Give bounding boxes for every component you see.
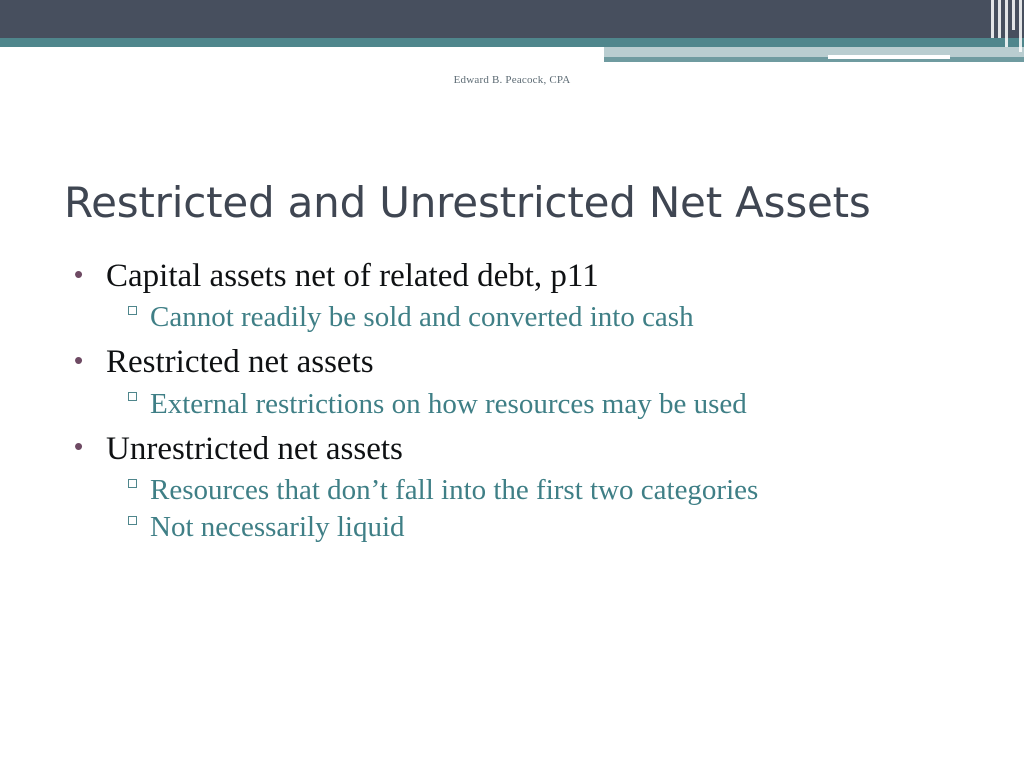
sub-bullet-label: Not necessarily liquid xyxy=(150,511,405,544)
square-bullet-icon xyxy=(128,392,137,401)
bullet-dot-icon: • xyxy=(74,431,84,462)
list-item xyxy=(106,299,970,336)
header-thin-accent xyxy=(604,57,1024,62)
author-credit: Edward B. Peacock, CPA xyxy=(453,74,571,86)
list-item xyxy=(106,472,970,509)
header-white-cutout xyxy=(0,47,604,57)
header-tick-2 xyxy=(998,0,1001,38)
sub-bullet-list xyxy=(106,472,970,546)
list-item xyxy=(60,429,970,546)
list-item xyxy=(60,256,970,336)
sub-bullet-list xyxy=(106,299,970,336)
slide-body xyxy=(60,256,970,552)
square-bullet-icon xyxy=(128,306,137,315)
list-item xyxy=(60,342,970,422)
header-tick-3 xyxy=(1005,0,1008,47)
bullet-dot-icon: • xyxy=(74,258,84,289)
header-white-segment xyxy=(828,55,950,59)
page-title: Restricted and Unrestricted Net Assets xyxy=(64,178,871,228)
header-tick-1 xyxy=(991,0,994,38)
sub-bullet-label: Cannot readily be sold and converted into cash xyxy=(150,301,694,334)
bullet-list xyxy=(60,256,970,546)
list-item xyxy=(106,386,970,423)
bullet-label: Restricted net assets xyxy=(106,344,374,381)
bullet-label: Capital assets net of related debt, p11 xyxy=(106,258,599,294)
bullet-label: Unrestricted net assets xyxy=(106,430,403,467)
sub-bullet-list xyxy=(106,386,970,423)
square-bullet-icon xyxy=(128,516,137,525)
bullet-dot-icon: • xyxy=(74,345,84,376)
square-bullet-icon xyxy=(128,479,137,488)
header-teal-band xyxy=(0,38,1024,47)
list-item xyxy=(106,509,970,546)
header-tick-4 xyxy=(1012,0,1015,30)
sub-bullet-label: Resources that don’t fall into the first two categories xyxy=(150,473,759,506)
sub-bullet-label: External restrictions on how resources may be used xyxy=(150,387,747,420)
header-dark-band xyxy=(0,0,1024,38)
header-tick-5 xyxy=(1019,0,1022,52)
